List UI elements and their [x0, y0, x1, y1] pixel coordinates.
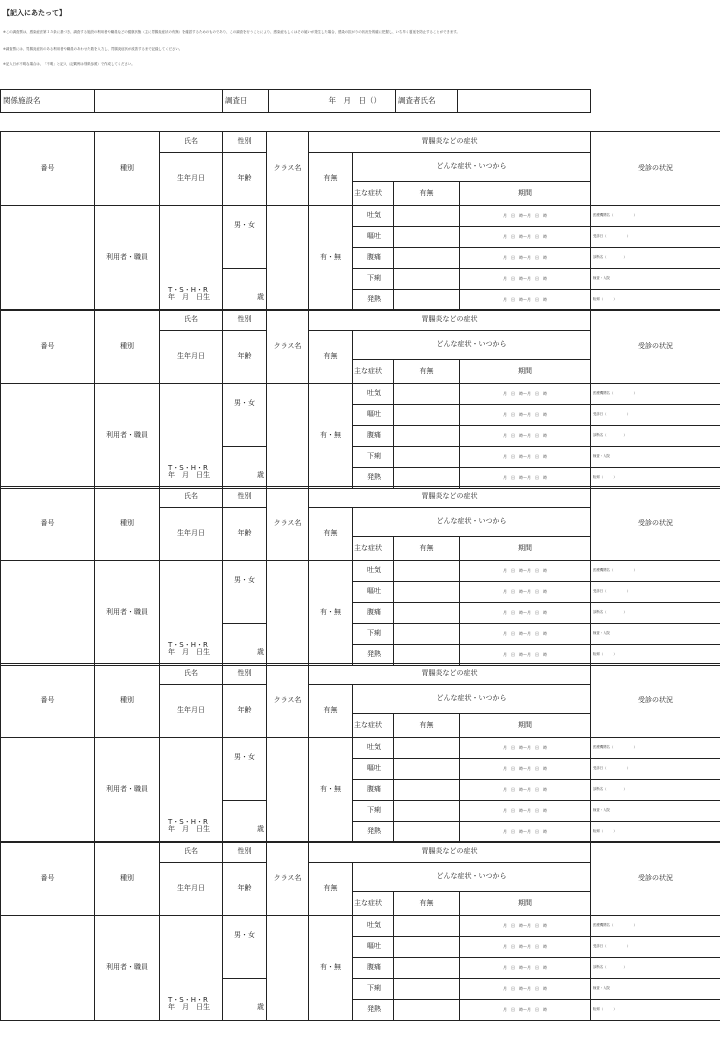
symptom-fever-period[interactable]: 月 日 時～月 日 時 [460, 1000, 591, 1021]
investigator-label: 調査者氏名 [396, 90, 458, 113]
which-when-header: どんな症状・いつから [353, 863, 591, 892]
symptom-abdominal-pain-period[interactable]: 月 日 時～月 日 時 [460, 958, 591, 979]
visit-diagnosis[interactable]: 診断名（ ） [591, 426, 720, 447]
visit-hospital[interactable]: 医療機関名（ ） [591, 738, 720, 759]
birthdate-header: 生年月日 [160, 331, 223, 384]
symptom-vomiting-period[interactable]: 月 日 時～月 日 時 [460, 759, 591, 780]
visit-status-header: 受診の状況 [591, 132, 720, 206]
symptom-abdominal-pain-period[interactable]: 月 日 時～月 日 時 [460, 248, 591, 269]
sex-cell[interactable]: 男・女 [223, 561, 267, 624]
symptom-fever: 発熱 [353, 645, 394, 666]
visit-test-admission[interactable]: 検査・入院 [591, 447, 720, 468]
class-header: クラス名 [267, 842, 309, 916]
symptom-diarrhea: 下痢 [353, 801, 394, 822]
class-header: クラス名 [267, 664, 309, 738]
presence-cell[interactable]: 有・無 [309, 206, 353, 311]
birthdate-cell[interactable] [160, 916, 223, 1021]
symptom-abdominal-pain: 腹痛 [353, 248, 394, 269]
sex-header: 性別 [223, 487, 267, 508]
symptom-diarrhea-presence[interactable] [394, 624, 460, 645]
person-table [0, 309, 720, 489]
symptom-vomiting-presence[interactable] [394, 405, 460, 426]
which-when-header: どんな症状・いつから [353, 685, 591, 714]
symptom-fever-period[interactable]: 月 日 時～月 日 時 [460, 290, 591, 311]
symptom-diarrhea-period[interactable]: 月 日 時～月 日 時 [460, 801, 591, 822]
symptom-diarrhea-period[interactable]: 月 日 時～月 日 時 [460, 269, 591, 290]
number-header: 番号 [1, 132, 95, 206]
visit-date[interactable]: 受診日（ ） [591, 937, 720, 958]
symptom-nausea: 吐気 [353, 206, 394, 227]
symptom-fever-period[interactable]: 月 日 時～月 日 時 [460, 468, 591, 489]
visit-date[interactable]: 受診日（ ） [591, 582, 720, 603]
symptom-diarrhea-presence[interactable] [394, 801, 460, 822]
visit-test-admission[interactable]: 検査・入院 [591, 624, 720, 645]
number-cell[interactable] [1, 206, 95, 311]
symptom-diarrhea-presence[interactable] [394, 269, 460, 290]
birthdate-header: 生年月日 [160, 508, 223, 561]
symptom-diarrhea-period[interactable]: 月 日 時～月 日 時 [460, 624, 591, 645]
gastro-symptoms-header: 胃腸炎などの症状 [309, 487, 591, 508]
gastro-symptoms-header: 胃腸炎などの症状 [309, 310, 591, 331]
sex-cell[interactable]: 男・女 [223, 916, 267, 979]
symptom-fever-period[interactable]: 月 日 時～月 日 時 [460, 822, 591, 843]
symptom-vomiting-presence[interactable] [394, 937, 460, 958]
presence2-header: 有無 [394, 182, 460, 206]
class-header: クラス名 [267, 487, 309, 561]
visit-test-admission[interactable]: 検査・入院 [591, 269, 720, 290]
number-cell[interactable] [1, 738, 95, 843]
main-symptom-header: 主な症状 [353, 892, 394, 916]
symptom-nausea: 吐気 [353, 738, 394, 759]
symptom-nausea-period[interactable]: 月 日 時～月 日 時 [460, 738, 591, 759]
symptom-diarrhea: 下痢 [353, 269, 394, 290]
period-header: 期間 [460, 892, 591, 916]
category-cell[interactable]: 利用者・職員 [95, 384, 160, 489]
age-header: 年齢 [223, 331, 267, 384]
sex-header: 性別 [223, 842, 267, 863]
survey-date-field[interactable]: 年 月 日（） [269, 90, 396, 113]
age-header: 年齢 [223, 685, 267, 738]
class-header: クラス名 [267, 310, 309, 384]
class-cell[interactable] [267, 738, 309, 843]
birthdate-header: 生年月日 [160, 685, 223, 738]
class-cell[interactable] [267, 384, 309, 489]
sex-header: 性別 [223, 132, 267, 153]
person-table [0, 663, 720, 843]
presence-header: 有無 [309, 153, 353, 206]
symptom-vomiting-presence[interactable] [394, 759, 460, 780]
main-symptom-header: 主な症状 [353, 182, 394, 206]
symptom-fever: 発熱 [353, 1000, 394, 1021]
category-cell[interactable]: 利用者・職員 [95, 738, 160, 843]
presence-header: 有無 [309, 685, 353, 738]
symptom-abdominal-pain-presence[interactable] [394, 248, 460, 269]
symptom-abdominal-pain: 腹痛 [353, 603, 394, 624]
category-cell[interactable]: 利用者・職員 [95, 561, 160, 666]
presence2-header: 有無 [394, 360, 460, 384]
symptom-diarrhea-presence[interactable] [394, 979, 460, 1000]
symptom-nausea: 吐気 [353, 561, 394, 582]
symptom-fever: 発熱 [353, 290, 394, 311]
symptom-nausea-period[interactable]: 月 日 時～月 日 時 [460, 916, 591, 937]
symptom-diarrhea-presence[interactable] [394, 447, 460, 468]
symptom-vomiting: 嘔吐 [353, 759, 394, 780]
name-header: 氏名 [160, 842, 223, 863]
presence-cell[interactable]: 有・無 [309, 738, 353, 843]
note-1: ※この調査票は、感染症法第１５条に基づき、調査する施設の利用者や職員などの健康状態（主に胃腸炎症状の有無）を確認するためのものであり、この調査を行うことにより、感染症もしくはその疑いが発生した場合、感染の拡がりの状況を的確に把握し、いち早く蔓延を防止することができます。 [3, 30, 460, 34]
birthdate-cell[interactable] [160, 738, 223, 843]
birthdate-cell[interactable] [160, 561, 223, 666]
visit-status-header: 受診の状況 [591, 664, 720, 738]
birthdate-header: 生年月日 [160, 863, 223, 916]
birth-format: 年 月 日生 [168, 293, 210, 302]
visit-date[interactable]: 受診日（ ） [591, 227, 720, 248]
person-table [0, 131, 720, 311]
category-header: 種別 [95, 487, 160, 561]
presence2-header: 有無 [394, 714, 460, 738]
symptom-abdominal-pain-presence[interactable] [394, 603, 460, 624]
visit-outcome[interactable]: 転帰（ ） [591, 468, 720, 489]
period-header: 期間 [460, 182, 591, 206]
person-block-3 [0, 486, 720, 666]
number-cell[interactable] [1, 384, 95, 489]
category-header: 種別 [95, 842, 160, 916]
sex-header: 性別 [223, 310, 267, 331]
sex-cell[interactable]: 男・女 [223, 738, 267, 801]
period-header: 期間 [460, 537, 591, 561]
number-cell[interactable] [1, 561, 95, 666]
presence-header: 有無 [309, 331, 353, 384]
symptom-nausea: 吐気 [353, 916, 394, 937]
symptom-fever-presence[interactable] [394, 290, 460, 311]
category-header: 種別 [95, 132, 160, 206]
presence2-header: 有無 [394, 537, 460, 561]
age-cell[interactable]: 歳 [223, 979, 267, 1021]
era-options: T・S・H・R [168, 463, 208, 472]
sex-cell[interactable]: 男・女 [223, 206, 267, 269]
symptom-fever-presence[interactable] [394, 1000, 460, 1021]
period-header: 期間 [460, 714, 591, 738]
era-options: T・S・H・R [168, 817, 208, 826]
era-options: T・S・H・R [168, 995, 208, 1004]
number-header: 番号 [1, 487, 95, 561]
number-header: 番号 [1, 842, 95, 916]
symptom-diarrhea-period[interactable]: 月 日 時～月 日 時 [460, 447, 591, 468]
symptom-vomiting-period[interactable]: 月 日 時～月 日 時 [460, 227, 591, 248]
which-when-header: どんな症状・いつから [353, 153, 591, 182]
note-2: ※調査票には、胃腸炎症状のある利用者や職員のあわせた数を入力し、胃腸炎症状が改善するまで記録してください。 [3, 47, 183, 51]
age-header: 年齢 [223, 153, 267, 206]
person-block-4 [0, 663, 720, 843]
presence2-header: 有無 [394, 892, 460, 916]
symptom-abdominal-pain-period[interactable]: 月 日 時～月 日 時 [460, 426, 591, 447]
symptom-abdominal-pain-presence[interactable] [394, 958, 460, 979]
period-header: 期間 [460, 360, 591, 384]
number-header: 番号 [1, 664, 95, 738]
main-symptom-header: 主な症状 [353, 714, 394, 738]
category-cell[interactable]: 利用者・職員 [95, 916, 160, 1021]
symptom-vomiting-period[interactable]: 月 日 時～月 日 時 [460, 405, 591, 426]
class-cell[interactable] [267, 561, 309, 666]
survey-date-label: 調査日 [223, 90, 269, 113]
symptom-vomiting-presence[interactable] [394, 227, 460, 248]
symptom-vomiting-presence[interactable] [394, 582, 460, 603]
symptom-nausea-period[interactable]: 月 日 時～月 日 時 [460, 384, 591, 405]
symptom-abdominal-pain-presence[interactable] [394, 780, 460, 801]
presence-header: 有無 [309, 508, 353, 561]
visit-hospital[interactable]: 医療機関名（ ） [591, 561, 720, 582]
symptom-abdominal-pain: 腹痛 [353, 426, 394, 447]
symptom-vomiting: 嘔吐 [353, 405, 394, 426]
age-cell[interactable]: 歳 [223, 624, 267, 666]
person-block-1 [0, 131, 720, 311]
symptom-vomiting-period[interactable]: 月 日 時～月 日 時 [460, 582, 591, 603]
name-header: 氏名 [160, 310, 223, 331]
age-cell[interactable]: 歳 [223, 269, 267, 311]
symptom-abdominal-pain: 腹痛 [353, 958, 394, 979]
symptom-diarrhea-period[interactable]: 月 日 時～月 日 時 [460, 979, 591, 1000]
class-cell[interactable] [267, 206, 309, 311]
investigator-field[interactable] [458, 90, 591, 113]
class-header: クラス名 [267, 132, 309, 206]
gastro-symptoms-header: 胃腸炎などの症状 [309, 664, 591, 685]
header-table [0, 89, 591, 113]
which-when-header: どんな症状・いつから [353, 508, 591, 537]
symptom-nausea-period[interactable]: 月 日 時～月 日 時 [460, 561, 591, 582]
symptom-vomiting-period[interactable]: 月 日 時～月 日 時 [460, 937, 591, 958]
visit-diagnosis[interactable]: 診断名（ ） [591, 958, 720, 979]
presence-cell[interactable]: 有・無 [309, 384, 353, 489]
main-symptom-header: 主な症状 [353, 537, 394, 561]
facility-label: 関係施設名 [1, 90, 95, 113]
class-cell[interactable] [267, 916, 309, 1021]
symptom-diarrhea: 下痢 [353, 447, 394, 468]
symptom-nausea-presence[interactable] [394, 916, 460, 937]
visit-outcome[interactable]: 転帰（ ） [591, 822, 720, 843]
symptom-nausea-presence[interactable] [394, 384, 460, 405]
era-options: T・S・H・R [168, 285, 208, 294]
birth-format: 年 月 日生 [168, 471, 210, 480]
age-header: 年齢 [223, 863, 267, 916]
visit-status-header: 受診の状況 [591, 842, 720, 916]
symptom-vomiting: 嘔吐 [353, 937, 394, 958]
age-header: 年齢 [223, 508, 267, 561]
symptom-nausea-presence[interactable] [394, 561, 460, 582]
number-header: 番号 [1, 310, 95, 384]
visit-outcome[interactable]: 転帰（ ） [591, 645, 720, 666]
symptom-fever: 発熱 [353, 822, 394, 843]
symptom-nausea-presence[interactable] [394, 206, 460, 227]
symptom-abdominal-pain: 腹痛 [353, 780, 394, 801]
visit-diagnosis[interactable]: 診断名（ ） [591, 780, 720, 801]
visit-status-header: 受診の状況 [591, 310, 720, 384]
symptom-fever-presence[interactable] [394, 822, 460, 843]
visit-diagnosis[interactable]: 診断名（ ） [591, 248, 720, 269]
visit-test-admission[interactable]: 検査・入院 [591, 979, 720, 1000]
visit-test-admission[interactable]: 検査・入院 [591, 801, 720, 822]
age-cell[interactable]: 歳 [223, 447, 267, 489]
instructions-title: 【記入にあたって】 [3, 9, 66, 17]
symptom-diarrhea: 下痢 [353, 624, 394, 645]
birth-format: 年 月 日生 [168, 648, 210, 657]
name-header: 氏名 [160, 487, 223, 508]
visit-outcome[interactable]: 転帰（ ） [591, 290, 720, 311]
number-cell[interactable] [1, 916, 95, 1021]
symptom-diarrhea: 下痢 [353, 979, 394, 1000]
symptom-vomiting: 嘔吐 [353, 227, 394, 248]
person-table [0, 841, 720, 1021]
category-header: 種別 [95, 664, 160, 738]
era-options: T・S・H・R [168, 640, 208, 649]
main-symptom-header: 主な症状 [353, 360, 394, 384]
symptom-vomiting: 嘔吐 [353, 582, 394, 603]
birth-format: 年 月 日生 [168, 825, 210, 834]
visit-hospital[interactable]: 医療機関名（ ） [591, 206, 720, 227]
sex-cell[interactable]: 男・女 [223, 384, 267, 447]
symptom-nausea-period[interactable]: 月 日 時～月 日 時 [460, 206, 591, 227]
visit-diagnosis[interactable]: 診断名（ ） [591, 603, 720, 624]
name-header: 氏名 [160, 132, 223, 153]
sex-header: 性別 [223, 664, 267, 685]
symptom-abdominal-pain-period[interactable]: 月 日 時～月 日 時 [460, 603, 591, 624]
gastro-symptoms-header: 胃腸炎などの症状 [309, 842, 591, 863]
facility-field[interactable] [95, 90, 223, 113]
note-3: ※記入日が不明な場合は、「不明」と記入（記載例は別紙参照）で作成してください。 [3, 62, 135, 66]
symptom-abdominal-pain-presence[interactable] [394, 426, 460, 447]
presence-cell[interactable]: 有・無 [309, 916, 353, 1021]
category-header: 種別 [95, 310, 160, 384]
birthdate-cell[interactable] [160, 206, 223, 311]
age-cell[interactable]: 歳 [223, 801, 267, 843]
person-block-5 [0, 841, 720, 1021]
visit-status-header: 受診の状況 [591, 487, 720, 561]
person-block-2 [0, 309, 720, 489]
presence-cell[interactable]: 有・無 [309, 561, 353, 666]
symptom-abdominal-pain-period[interactable]: 月 日 時～月 日 時 [460, 780, 591, 801]
which-when-header: どんな症状・いつから [353, 331, 591, 360]
visit-outcome[interactable]: 転帰（ ） [591, 1000, 720, 1021]
birthdate-cell[interactable] [160, 384, 223, 489]
category-cell[interactable]: 利用者・職員 [95, 206, 160, 311]
symptom-fever-period[interactable]: 月 日 時～月 日 時 [460, 645, 591, 666]
visit-date[interactable]: 受診日（ ） [591, 759, 720, 780]
birthdate-header: 生年月日 [160, 153, 223, 206]
person-table [0, 486, 720, 666]
gastro-symptoms-header: 胃腸炎などの症状 [309, 132, 591, 153]
birth-format: 年 月 日生 [168, 1003, 210, 1012]
visit-hospital[interactable]: 医療機関名（ ） [591, 384, 720, 405]
presence-header: 有無 [309, 863, 353, 916]
visit-hospital[interactable]: 医療機関名（ ） [591, 916, 720, 937]
visit-date[interactable]: 受診日（ ） [591, 405, 720, 426]
name-header: 氏名 [160, 664, 223, 685]
symptom-fever: 発熱 [353, 468, 394, 489]
symptom-nausea: 吐気 [353, 384, 394, 405]
symptom-nausea-presence[interactable] [394, 738, 460, 759]
